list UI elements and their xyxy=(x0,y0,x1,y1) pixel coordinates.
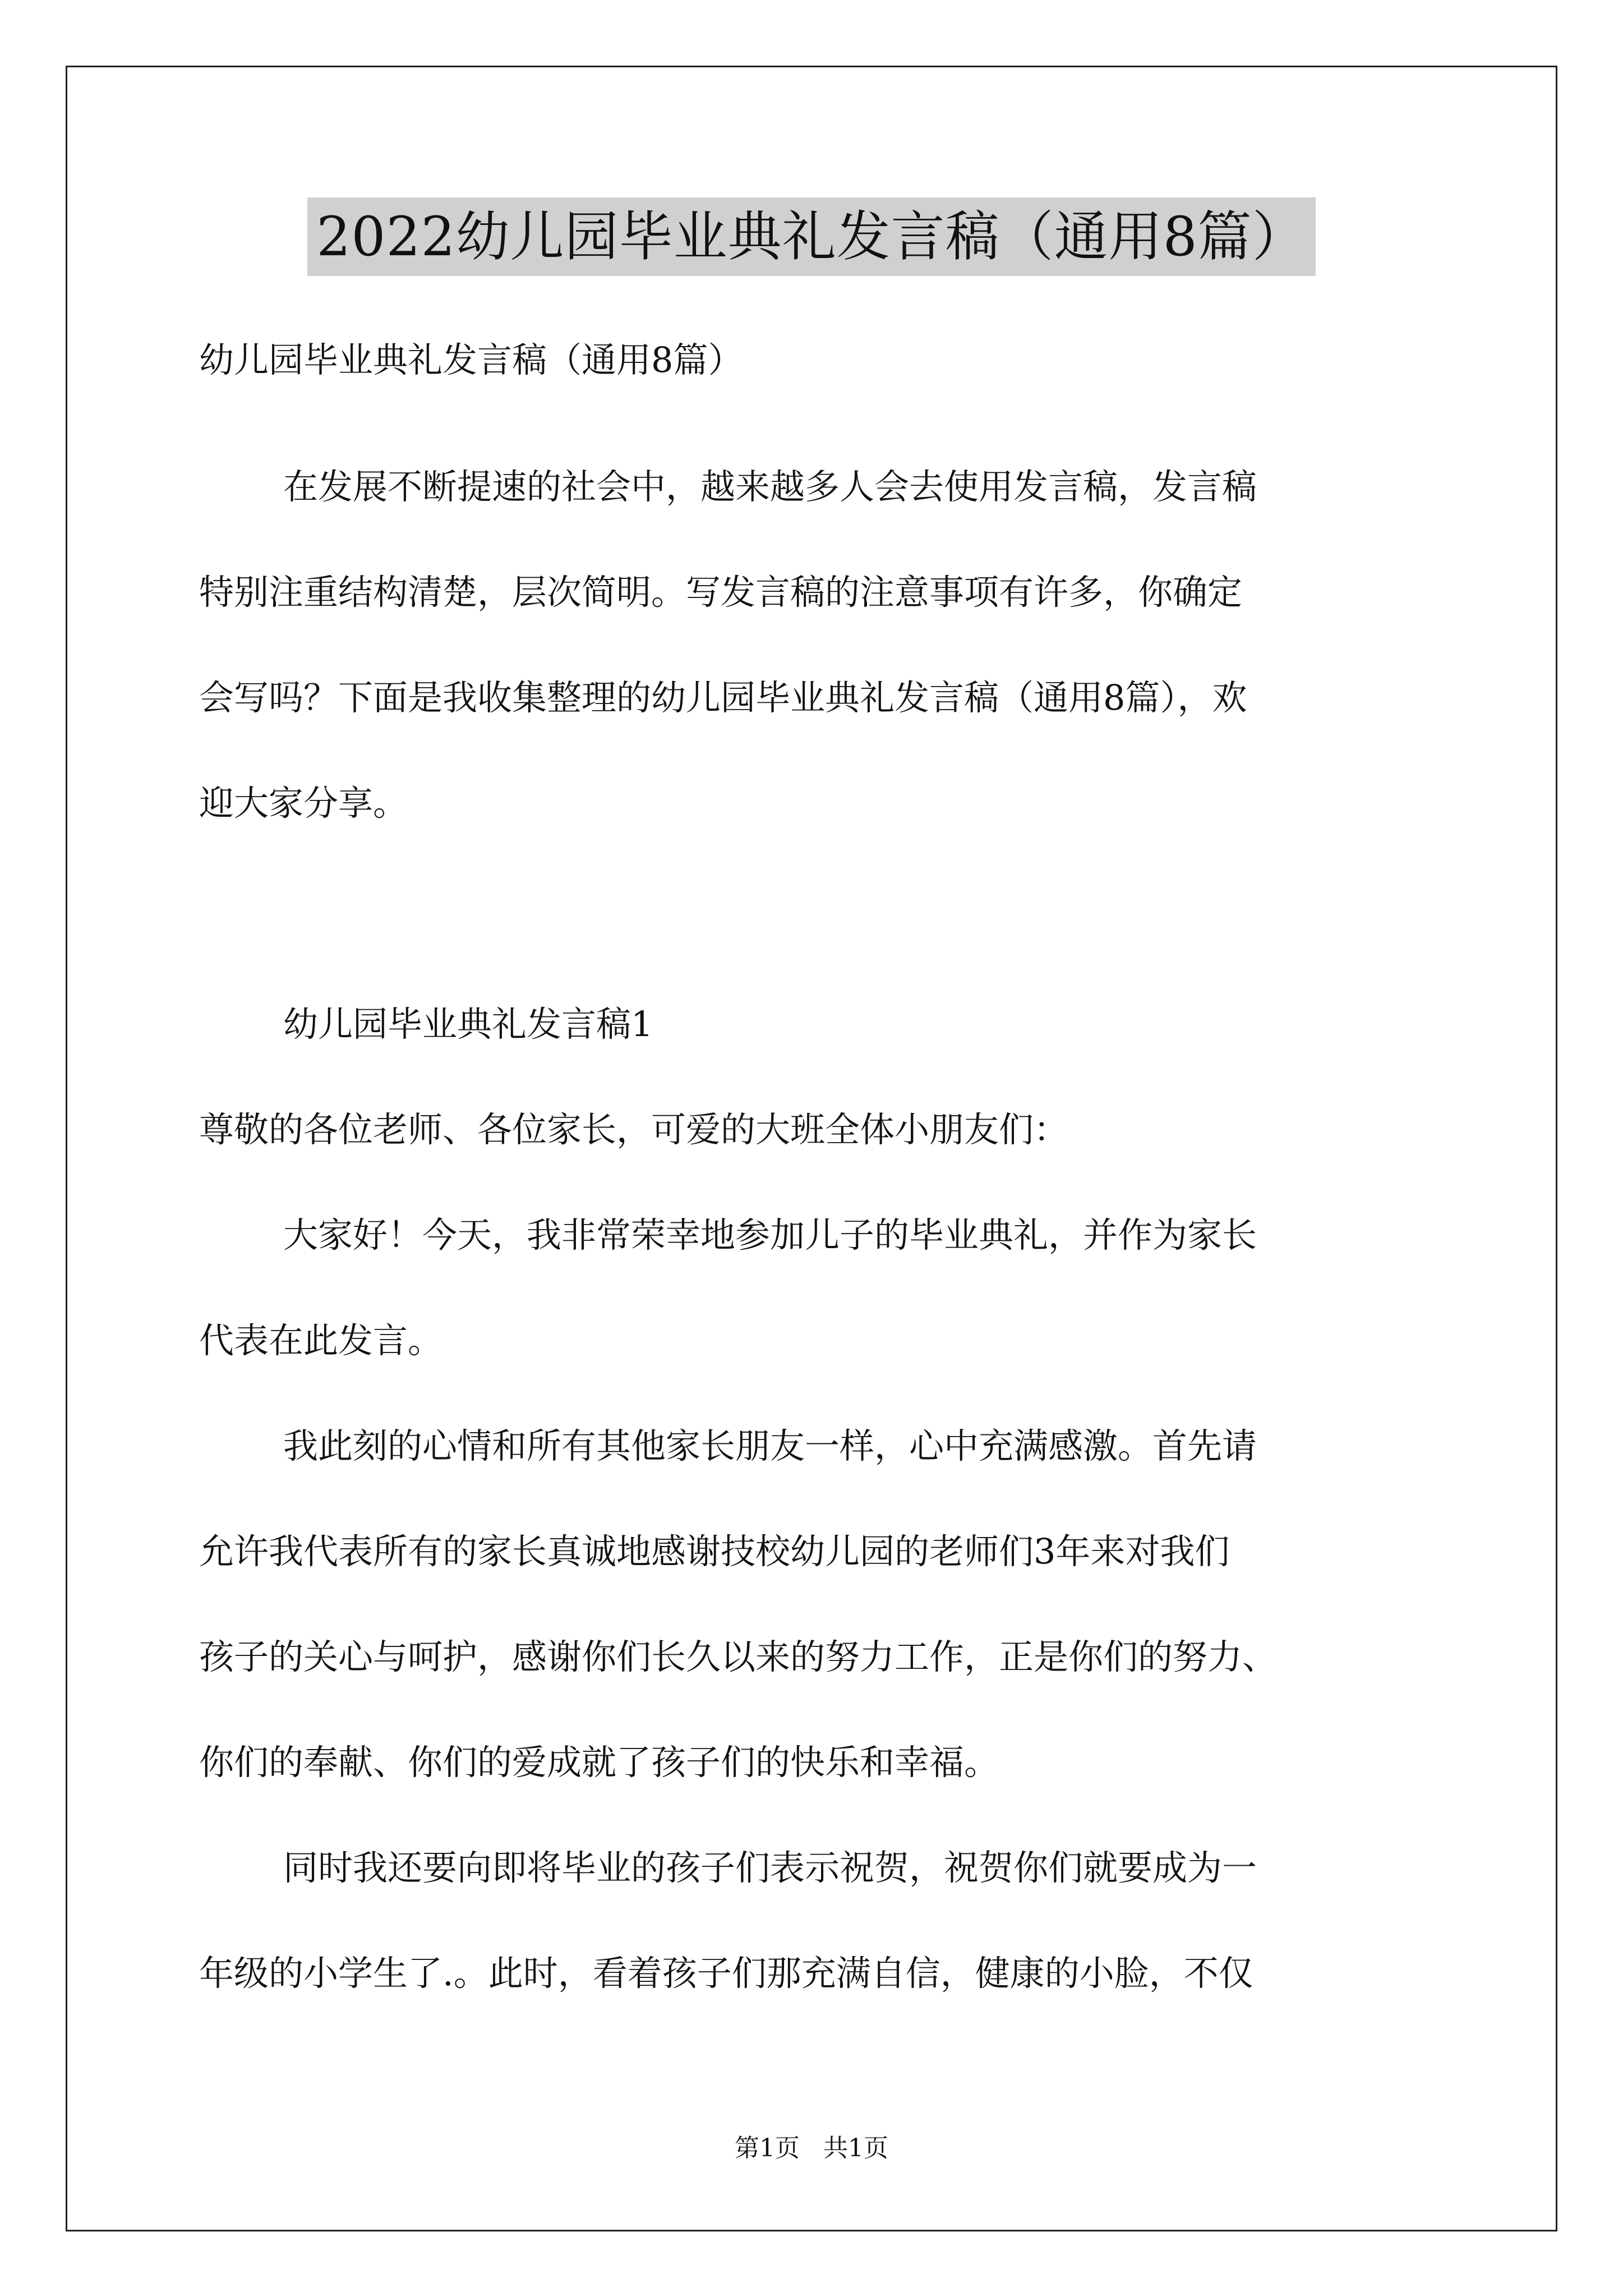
paragraph-line: 迎大家分享。 xyxy=(199,783,408,823)
title-container xyxy=(0,197,1623,276)
salutation-line: 尊敬的各位老师、各位家长，可爱的大班全体小朋友们： xyxy=(199,1109,1069,1150)
paragraph-line: 年级的小学生了.。此时，看着孩子们那充满自信，健康的小脸，不仅 xyxy=(199,1953,1253,1994)
paragraph-line: 同时我还要向即将毕业的孩子们表示祝贺，祝贺你们就要成为一 xyxy=(283,1847,1257,1888)
document-title: 2022幼儿园毕业典礼发言稿（通用8篇） xyxy=(307,197,1315,276)
page-number-footer: 第1页 共1页 xyxy=(735,2134,888,2162)
paragraph-line: 允许我代表所有的家长真诚地感谢技校幼儿园的老师们3年来对我们 xyxy=(199,1531,1230,1572)
paragraph-line: 我此刻的心情和所有其他家长朋友一样，心中充满感激。首先请 xyxy=(283,1425,1257,1466)
subtitle-line: 幼儿园毕业典礼发言稿（通用8篇） xyxy=(199,339,743,380)
paragraph-line: 特别注重结构清楚，层次简明。写发言稿的注意事项有许多，你确定 xyxy=(199,572,1243,613)
paragraph-line: 孩子的关心与呵护，感谢你们长久以来的努力工作，正是你们的努力、 xyxy=(199,1636,1278,1677)
paragraph-line: 在发展不断提速的社会中，越来越多人会去使用发言稿，发言稿 xyxy=(283,466,1257,507)
paragraph-line: 会写吗？下面是我收集整理的幼儿园毕业典礼发言稿（通用8篇），欢 xyxy=(199,677,1247,718)
paragraph-line: 大家好！今天，我非常荣幸地参加儿子的毕业典礼，并作为家长 xyxy=(283,1214,1257,1255)
paragraph-line: 代表在此发言。 xyxy=(199,1320,443,1361)
section-heading: 幼儿园毕业典礼发言稿1 xyxy=(283,1004,653,1045)
paragraph-line: 你们的奉献、你们的爱成就了孩子们的快乐和幸福。 xyxy=(199,1742,999,1783)
